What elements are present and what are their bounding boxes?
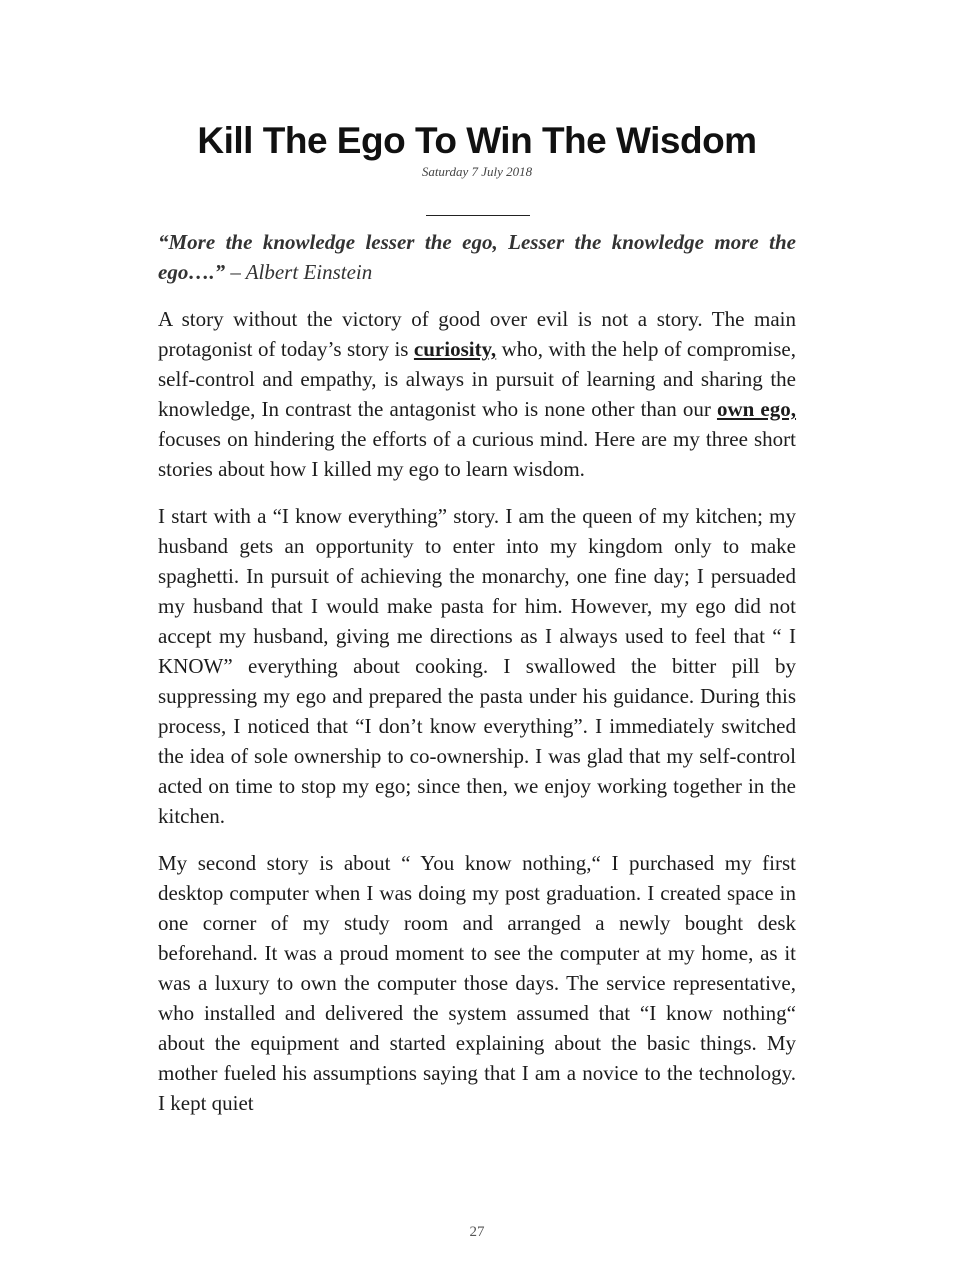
epigraph-quote bbox=[158, 227, 796, 287]
article-title: Kill The Ego To Win The Wisdom bbox=[197, 120, 757, 161]
article-date: Saturday 7 July 2018 bbox=[421, 164, 533, 179]
paragraph-1-text-b: who, with the help of compromise, self-control and empathy, is always in pursuit of learning and sharing the knowledge, In contrast the antagonist who is none other than our bbox=[158, 337, 796, 421]
curiosity-link[interactable]: curiosity, bbox=[413, 337, 497, 361]
title-divider bbox=[426, 215, 530, 216]
paragraph-1-text-a: A story without the victory of good over evil is not a story. The main protagonist of today’s story is bbox=[158, 307, 796, 361]
own-ego-link[interactable]: own ego, bbox=[716, 397, 797, 421]
paragraph-1-text-c: focuses on hindering the efforts of a curious mind. Here are my three short stories about how I killed my ego to learn wisdom. bbox=[158, 427, 796, 481]
body-paragraph-3: My second story is about “ You know nothing,“ I purchased my first desktop computer when I was doing my post graduation. I created space in one corner of my study room and arranged a newly bought desk beforehand. It was a proud moment to see the computer at my home, as it was a luxury to own the computer those days. The service representative, who installed and delivered the system assumed that “I know nothing“ about the equipment and started explaining about the basic things. My mother fueled his assumptions saying that I am a novice to the technology. I kept quiet bbox=[158, 851, 796, 1115]
body-paragraph-1 bbox=[158, 304, 796, 484]
quote-author: – Albert Einstein bbox=[225, 260, 373, 284]
article-body bbox=[158, 227, 796, 1135]
quote-text: “More the knowledge lesser the ego, Lesser the knowledge more the ego….” bbox=[158, 230, 796, 284]
page-number: 27 bbox=[469, 1224, 485, 1240]
body-paragraph-2: I start with a “I know everything” story. I am the queen of my kitchen; my husband gets an opportunity to enter into my kingdom only to make spaghetti. In pursuit of achieving the monarchy, one fine day; I persuaded my husband that I would make pasta for him. However, my ego did not accept my husband, giving me directions as I always used to feel that “ I KNOW” everything about cooking. I swallowed the bitter pill by suppressing my ego and prepared the pasta under his guidance. During this process, I noticed that “I don’t know everything”. I immediately switched the idea of sole ownership to co-ownership. I was glad that my self-control acted on time to stop my ego; since then, we enjoy working together in the kitchen. bbox=[158, 504, 796, 828]
